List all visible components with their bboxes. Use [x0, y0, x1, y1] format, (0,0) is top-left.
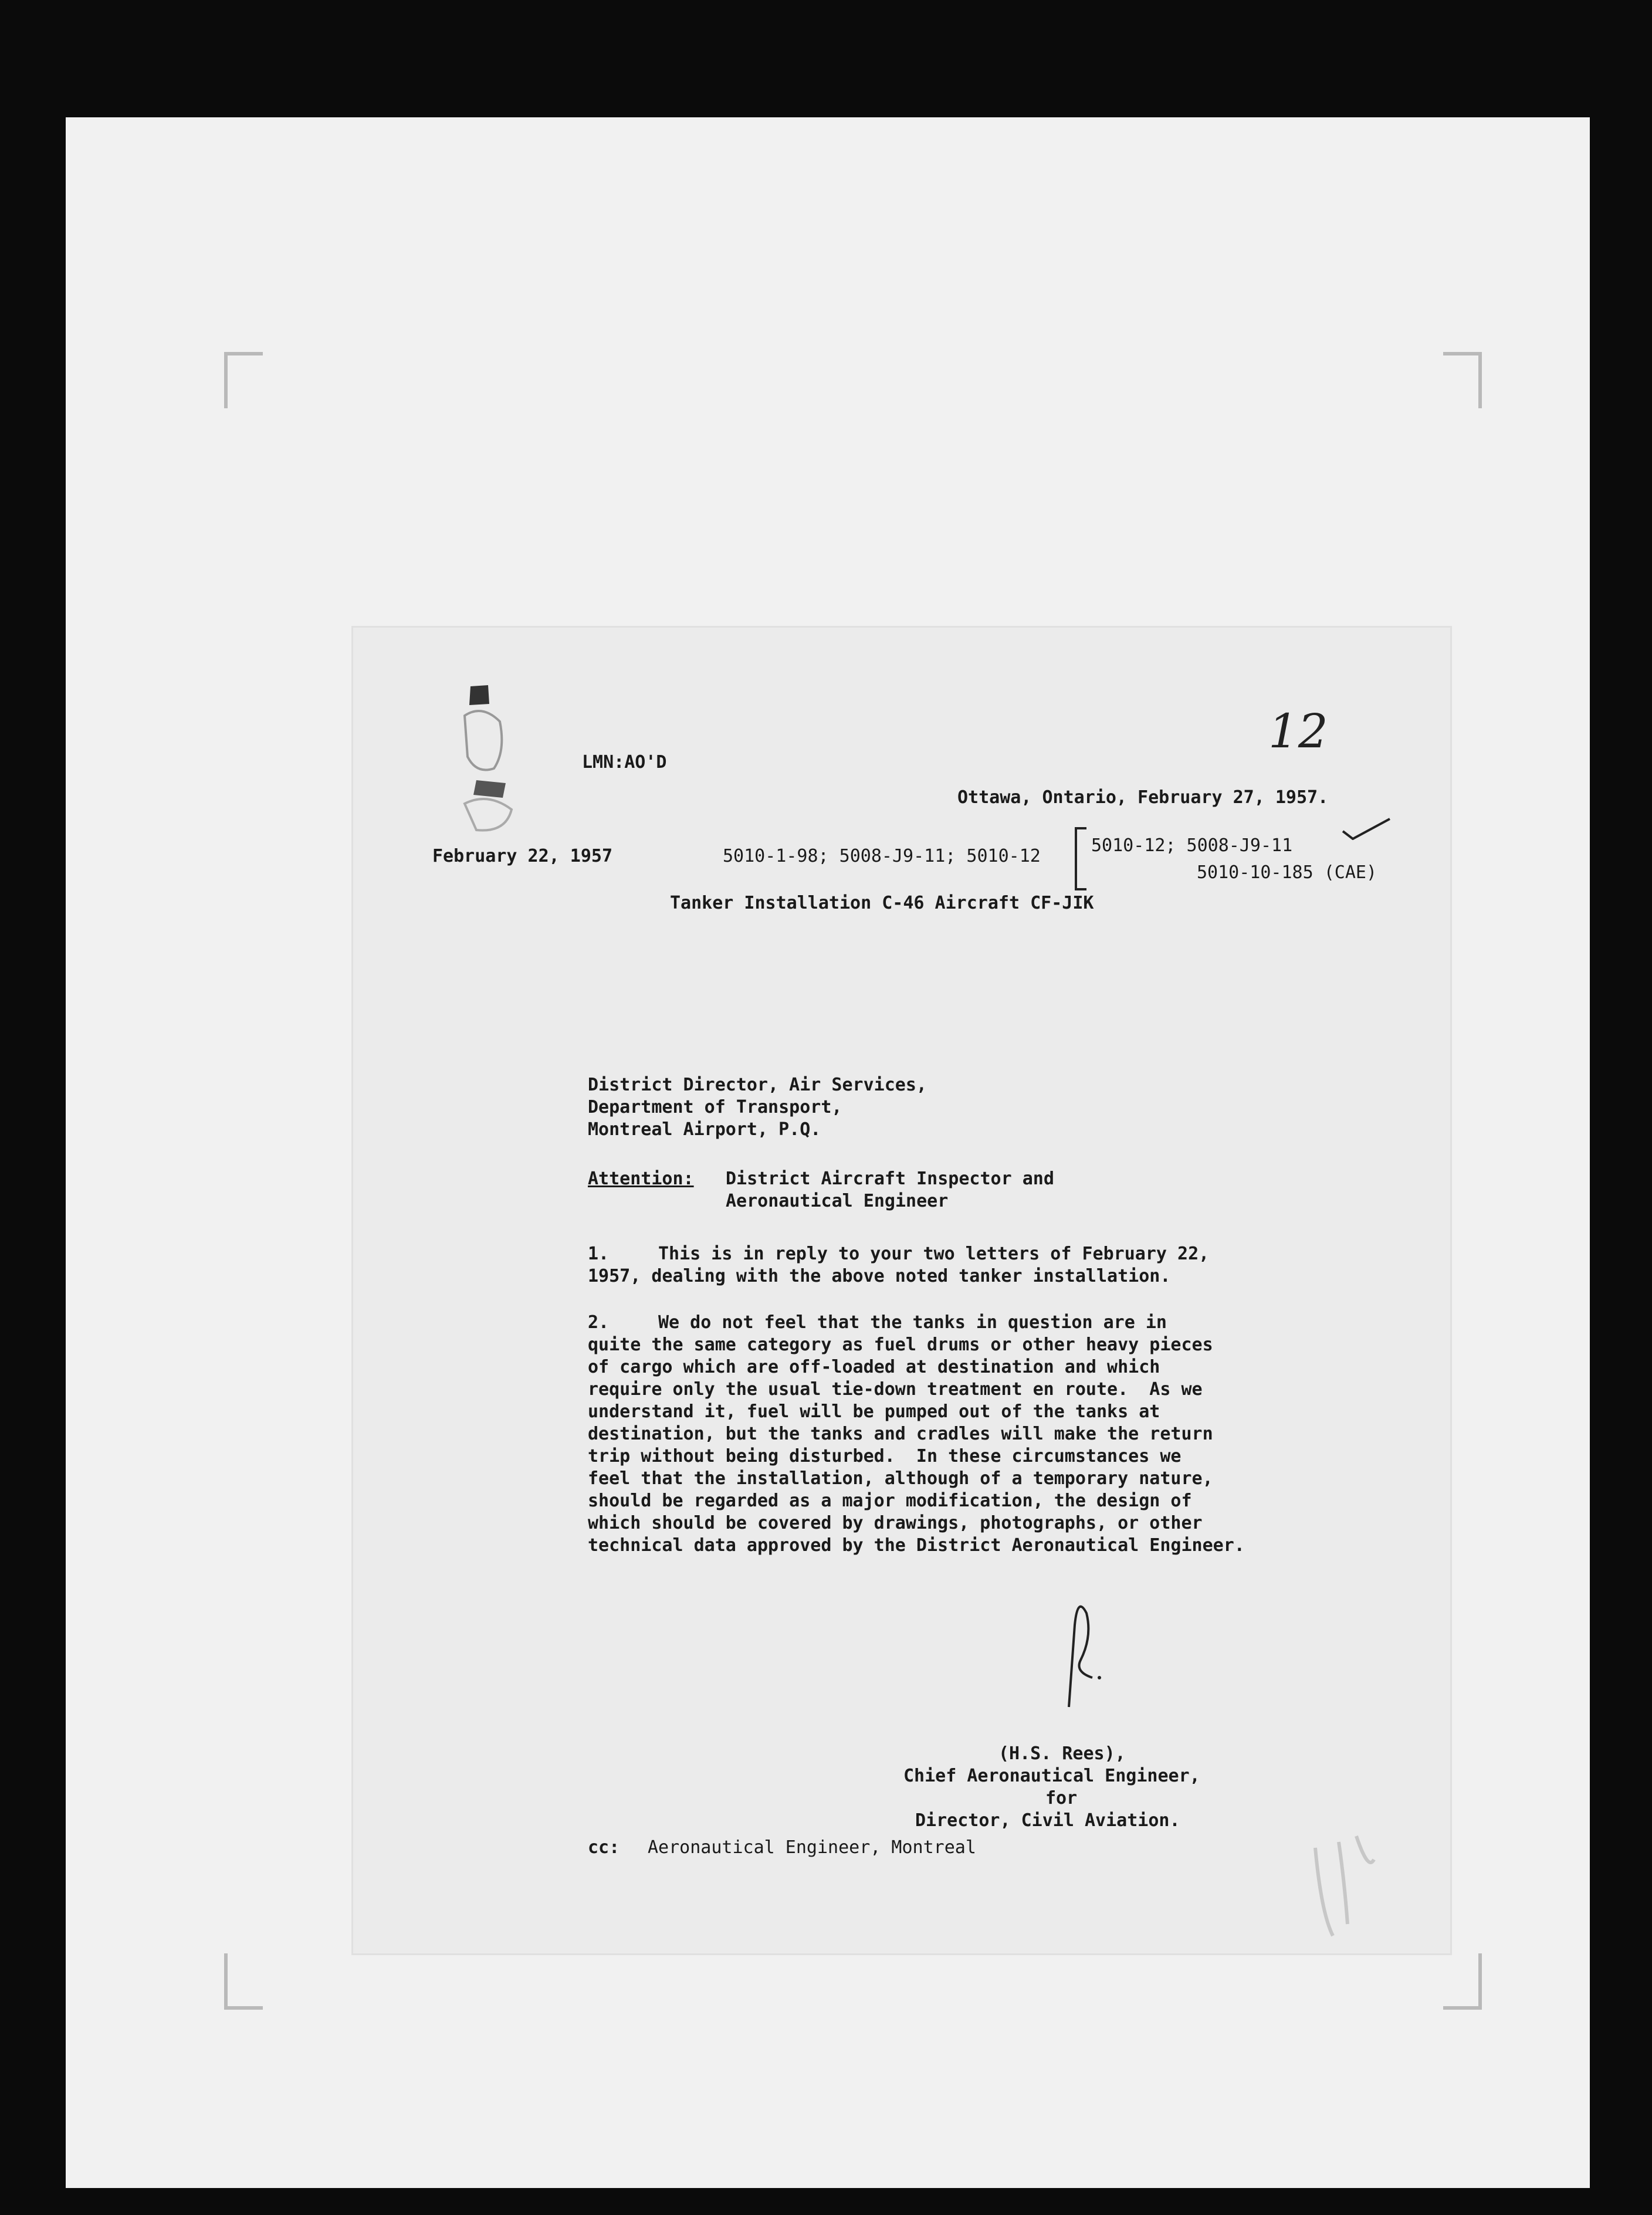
- file-numbers-left: 5010-1-98; 5008-J9-11; 5010-12: [723, 846, 1041, 866]
- paragraph-number: 1.: [588, 1244, 610, 1264]
- handwritten-page-number: 12: [1268, 704, 1328, 758]
- attention-line: District Aircraft Inspector and: [726, 1169, 1054, 1189]
- paragraph-line: should be regarded as a major modification, the design of: [588, 1491, 1192, 1511]
- reference-code: LMN:AO'D: [582, 752, 667, 773]
- crop-mark-bottom-right: [1443, 1953, 1482, 2010]
- received-date: February 22, 1957: [432, 846, 613, 866]
- cc-label: cc:: [588, 1837, 620, 1858]
- addressee-line: District Director, Air Services,: [588, 1075, 927, 1095]
- paragraph-line: technical data approved by the District Aeronautical Engineer.: [588, 1535, 1245, 1556]
- tape-residue-icon: [453, 680, 523, 839]
- signer-title: Chief Aeronautical Engineer,: [903, 1766, 1200, 1786]
- file-bracket: [1075, 827, 1086, 890]
- signer-for: for: [1045, 1788, 1078, 1808]
- file-numbers-right-1: 5010-12; 5008-J9-11: [1091, 835, 1293, 856]
- subject-line: Tanker Installation C-46 Aircraft CF-JIK: [670, 893, 1094, 913]
- paragraph-line: require only the usual tie-down treatment en route. As we: [588, 1379, 1203, 1400]
- photo-mount: [66, 117, 1590, 2188]
- paragraph-line: of cargo which are off-loaded at destination and which: [588, 1357, 1160, 1377]
- attention-label: Attention:: [588, 1169, 694, 1189]
- signer-director: Director, Civil Aviation.: [915, 1810, 1180, 1831]
- file-numbers-right-2: 5010-10-185 (CAE): [1197, 862, 1377, 883]
- paragraph-number: 2.: [588, 1312, 610, 1333]
- crop-mark-top-left: [224, 352, 263, 408]
- paragraph-line: feel that the installation, although of a temporary nature,: [588, 1468, 1213, 1489]
- addressee-line: Department of Transport,: [588, 1097, 842, 1117]
- cc-text: Aeronautical Engineer, Montreal: [648, 1837, 976, 1858]
- attention-line: Aeronautical Engineer: [726, 1191, 949, 1211]
- place-date: Ottawa, Ontario, February 27, 1957.: [957, 787, 1329, 808]
- paragraph-line: understand it, fuel will be pumped out of the tanks at: [588, 1401, 1160, 1422]
- paragraph-line: We do not feel that the tanks in question are in: [658, 1312, 1167, 1333]
- paragraph-line: trip without being disturbed. In these circumstances we: [588, 1446, 1182, 1466]
- paragraph-line: This is in reply to your two letters of February 22,: [658, 1244, 1210, 1264]
- paragraph-line: quite the same category as fuel drums or other heavy pieces: [588, 1335, 1213, 1355]
- addressee-line: Montreal Airport, P.Q.: [588, 1119, 821, 1140]
- letter-page: [353, 628, 1450, 1953]
- pencil-mark-icon: [1304, 1824, 1386, 1942]
- signature-icon: [1051, 1590, 1110, 1719]
- paragraph-line: destination, but the tanks and cradles will make the return: [588, 1424, 1213, 1444]
- checkmark-icon: [1340, 817, 1393, 840]
- paragraph-line: which should be covered by drawings, photographs, or other: [588, 1513, 1203, 1533]
- signer-name: (H.S. Rees),: [998, 1743, 1126, 1764]
- crop-mark-top-right: [1443, 352, 1482, 408]
- crop-mark-bottom-left: [224, 1953, 263, 2010]
- paragraph-line: 1957, dealing with the above noted tanker installation.: [588, 1266, 1171, 1286]
